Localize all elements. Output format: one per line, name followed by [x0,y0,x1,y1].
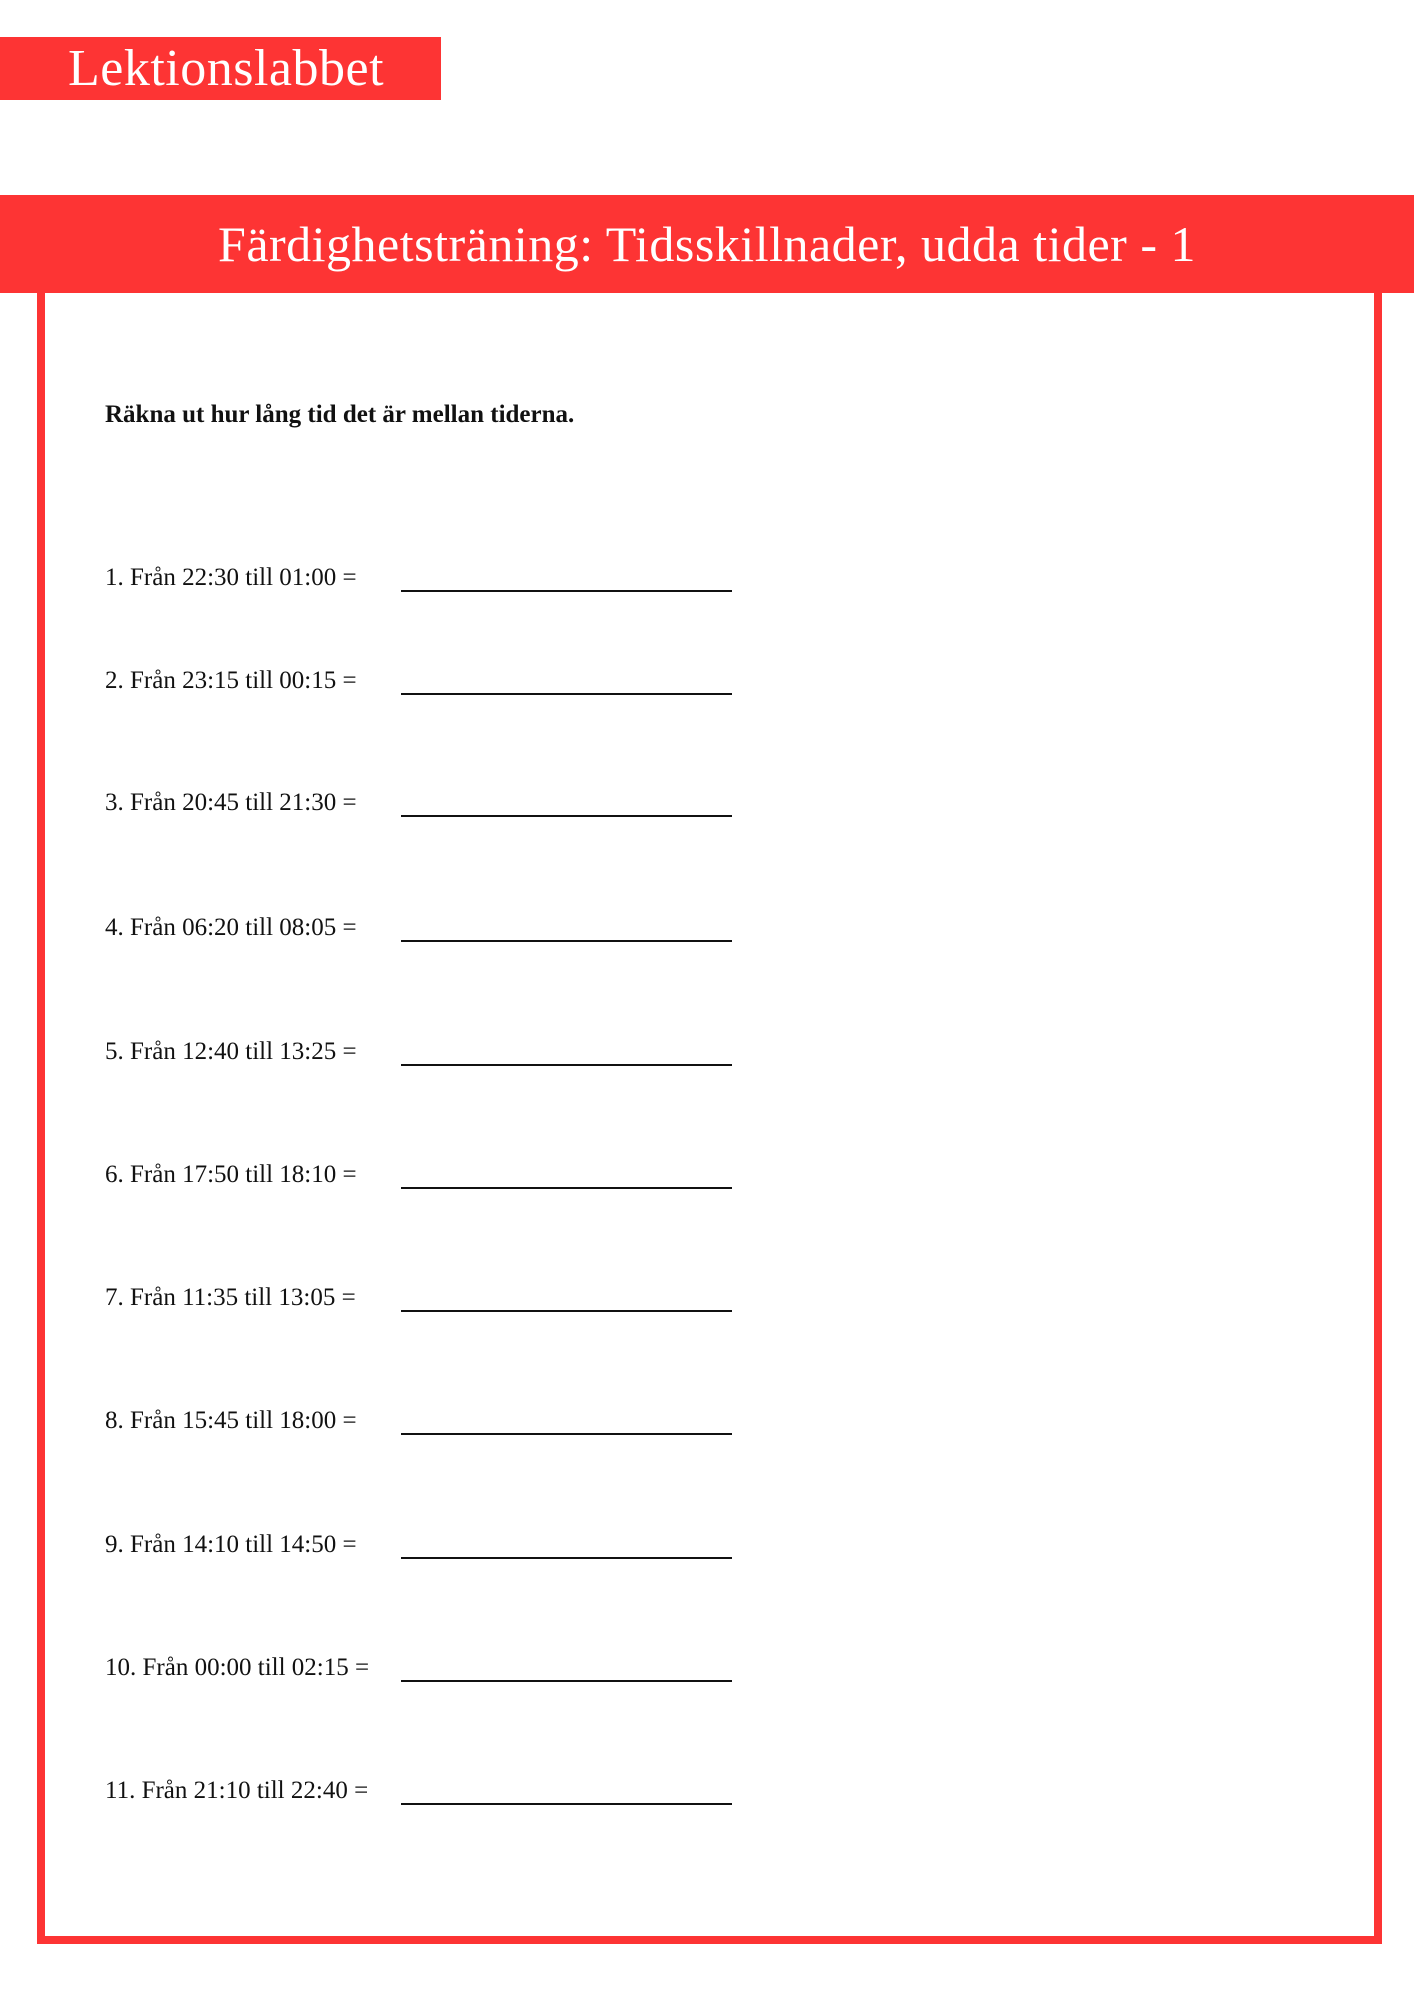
exercise-item [105,1519,745,1559]
exercise-item [105,1026,745,1066]
answer-line[interactable] [401,1557,732,1559]
brand-name: Lektionslabbet [68,39,385,97]
exercise-question: 3. Från 20:45 till 21:30 = [105,789,357,816]
page-title: Färdighetsträning: Tidsskillnader, udda tider - 1 [218,216,1196,272]
exercise-item [105,552,745,592]
exercise-item [105,1395,745,1435]
exercise-question: 4. Från 06:20 till 08:05 = [105,914,357,941]
exercise-item [105,1765,745,1805]
exercise-question: 8. Från 15:45 till 18:00 = [105,1407,357,1434]
answer-line[interactable] [401,1310,732,1312]
answer-line[interactable] [401,1433,732,1435]
answer-line[interactable] [401,815,732,817]
exercise-question: 5. Från 12:40 till 13:25 = [105,1038,357,1065]
answer-line[interactable] [401,1803,732,1805]
exercise-item [105,902,745,942]
exercise-question: 7. Från 11:35 till 13:05 = [105,1284,356,1311]
exercise-question: 1. Från 22:30 till 01:00 = [105,564,357,591]
exercise-item [105,1272,745,1312]
instruction-text: Räkna ut hur lång tid det är mellan tiderna. [105,401,575,428]
exercise-question: 2. Från 23:15 till 00:15 = [105,667,357,694]
answer-line[interactable] [401,1064,732,1066]
brand-logo [0,37,441,100]
answer-line[interactable] [401,940,732,942]
answer-line[interactable] [401,590,732,592]
exercise-item [105,655,745,695]
exercise-question: 9. Från 14:10 till 14:50 = [105,1531,357,1558]
answer-line[interactable] [401,1680,732,1682]
answer-line[interactable] [401,1187,732,1189]
exercise-question: 6. Från 17:50 till 18:10 = [105,1161,357,1188]
exercise-item [105,1642,745,1682]
exercise-question: 10. Från 00:00 till 02:15 = [105,1654,370,1681]
worksheet-frame [37,293,1382,1944]
answer-line[interactable] [401,693,732,695]
title-banner [0,195,1414,293]
exercise-item [105,1149,745,1189]
exercise-item [105,777,745,817]
exercise-question: 11. Från 21:10 till 22:40 = [105,1777,369,1804]
